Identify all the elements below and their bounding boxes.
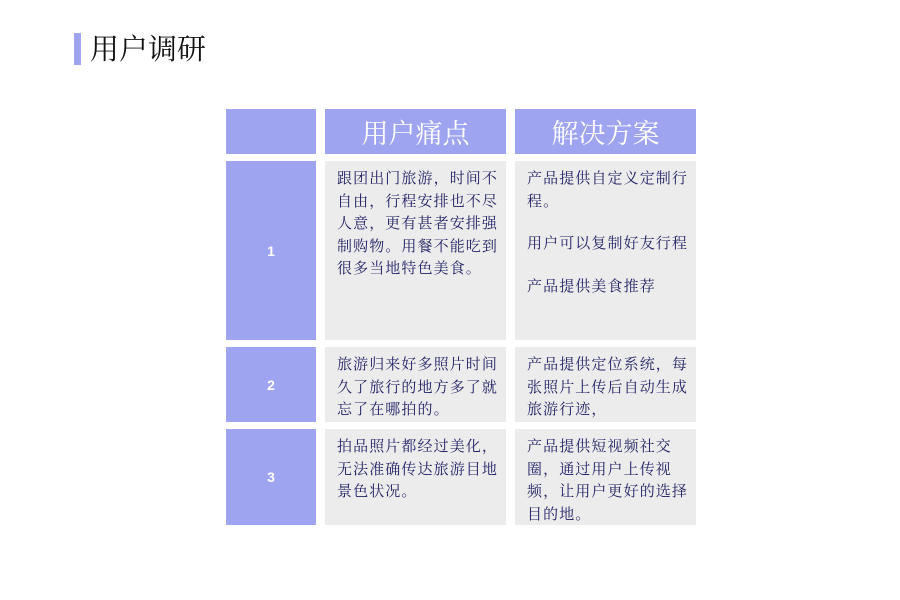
pain-point-text: 跟团出门旅游，时间不自由，行程安排也不尽人意，更有甚者安排强制购物。用餐不能吃到很多当地特色美食。 <box>337 169 499 277</box>
solution-text: 用户可以复制好友行程 <box>527 234 689 252</box>
solution-text: 产品提供定位系统，每张照片上传后自动生成旅游行迹， <box>527 355 689 418</box>
row-number: 1 <box>226 161 316 340</box>
solution-cell <box>515 429 696 525</box>
pain-point-cell <box>325 161 506 340</box>
pain-point-cell <box>325 347 506 422</box>
solution-text: 产品提供美食推荐 <box>527 276 656 295</box>
header-pain-points: 用户痛点 <box>325 109 506 154</box>
page-title: 用户调研 <box>90 32 207 66</box>
pain-point-text: 拍品照片都经过美化，无法准确传达旅游目地景色状况。 <box>337 437 499 500</box>
row-number: 3 <box>226 429 316 525</box>
header-solutions: 解决方案 <box>515 109 696 154</box>
pain-point-text: 旅游归来好多照片时间久了旅行的地方多了就忘了在哪拍的。 <box>337 355 499 418</box>
solution-text: 产品提供短视频社交圈，通过用户上传视频，让用户更好的选择目的地。 <box>527 437 689 523</box>
solution-text: 产品提供自定义定制行程。 <box>527 169 689 210</box>
solution-cell <box>515 161 696 340</box>
pain-point-cell <box>325 429 506 525</box>
header-corner-cell <box>226 109 316 154</box>
row-number: 2 <box>226 347 316 422</box>
title-accent-bar <box>74 33 81 65</box>
solution-cell <box>515 347 696 422</box>
